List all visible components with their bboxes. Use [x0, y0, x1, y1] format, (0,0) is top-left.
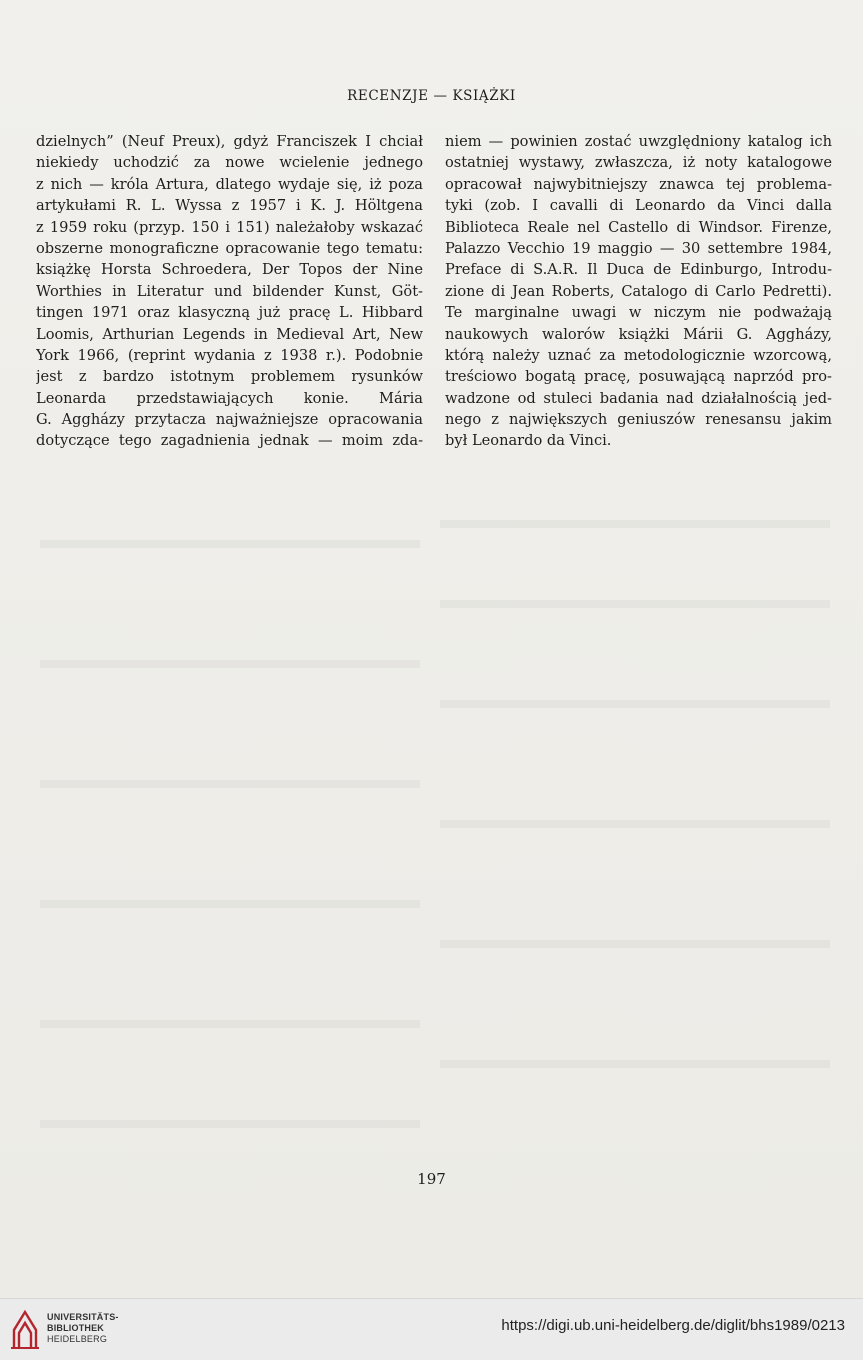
bleed-through-texture: [440, 700, 830, 708]
text-line: z 1959 roku (przyp. 150 i 151) należałoby wskazać: [36, 218, 423, 236]
institution-line: HEIDELBERG: [47, 1334, 108, 1344]
text-line: niekiedy uchodzić za nowe wcielenie jednego: [36, 154, 423, 172]
institution-line: UNIVERSITÄTS-: [47, 1312, 119, 1322]
viewer-footer: [0, 1298, 863, 1360]
text-line: opracował najwybitniejszy znawca tej problema-: [445, 175, 832, 193]
bleed-through-texture: [40, 540, 420, 548]
text-line: jest z bardzo istotnym problemem rysunków: [36, 368, 423, 386]
text-line: zione di Jean Roberts, Catalogo di Carlo Pedretti).: [445, 282, 832, 300]
bleed-through-texture: [40, 780, 420, 788]
bleed-through-texture: [440, 1060, 830, 1068]
bleed-through-texture: [40, 1120, 420, 1128]
text-line: Loomis, Arthurian Legends in Medieval Art, New: [36, 325, 423, 343]
bleed-through-texture: [440, 940, 830, 948]
bleed-through-texture: [40, 660, 420, 668]
text-line: Biblioteca Reale nel Castello di Windsor. Firenze,: [445, 218, 832, 236]
text-line: Palazzo Vecchio 19 maggio — 30 settembre 1984,: [445, 239, 832, 257]
text-line: Te marginalne uwagi w niczym nie podważają: [445, 304, 832, 322]
university-library-logo-icon: [10, 1308, 40, 1350]
text-line: wadzone od stuleci badania nad działalnością jed-: [445, 389, 832, 407]
bleed-through-texture: [440, 520, 830, 528]
text-line: dzielnych” (Neuf Preux), gdyż Franciszek I chciał: [36, 133, 423, 150]
text-line: tingen 1971 oraz klasyczną już pracę L. Hibbard: [36, 304, 423, 322]
text-line: treściowo bogatą pracę, posuwającą naprzód pro-: [445, 368, 832, 386]
text-line: Worthies in Literatur und bildender Kunst, Göt-: [36, 282, 423, 300]
institution-name: [47, 1312, 119, 1345]
text-column-right: [445, 131, 832, 452]
bleed-through-texture: [40, 900, 420, 908]
text-line: z nich — króla Artura, dlatego wydaje się, iż poza: [36, 175, 423, 193]
text-line: ostatniej wystawy, zwłaszcza, iż noty katalogowe: [445, 154, 832, 172]
text-line: nego z największych geniuszów renesansu jakim: [445, 411, 832, 429]
text-line: York 1966, (reprint wydania z 1938 r.). Podobnie: [36, 346, 423, 364]
text-line: G. Aggházy przytacza najważniejsze opracowania: [36, 411, 423, 429]
text-line: obszerne monograficzne opracowanie tego tematu:: [36, 239, 423, 257]
text-line: tyki (zob. I cavalli di Leonardo da Vinci dalla: [445, 197, 832, 215]
text-line: dotyczące tego zagadnienia jednak — moim zda-: [36, 432, 423, 450]
bleed-through-texture: [440, 820, 830, 828]
bleed-through-texture: [440, 600, 830, 608]
running-head: RECENZJE — KSIĄŻKI: [347, 88, 516, 104]
permalink-url[interactable]: https://digi.ub.uni-heidelberg.de/diglit/bhs1989/0213: [501, 1317, 845, 1334]
text-line: którą należy uznać za metodologicznie wzorcową,: [445, 346, 832, 364]
text-line: niem — powinien zostać uwzględniony katalog ich: [445, 133, 832, 150]
text-column-left: [36, 131, 423, 452]
text-line: naukowych walorów książki Márii G. Aggházy,: [445, 325, 832, 343]
text-line: książkę Horsta Schroedera, Der Topos der Nine: [36, 261, 423, 279]
text-line: Preface di S.A.R. Il Duca de Edinburgo, Introdu-: [445, 261, 832, 279]
text-line: był Leonardo da Vinci.: [445, 432, 612, 450]
bleed-through-texture: [40, 1020, 420, 1028]
page-number: 197: [417, 1170, 446, 1188]
text-line: artykułami R. L. Wyssa z 1957 i K. J. Höltgena: [36, 197, 423, 215]
institution-line: BIBLIOTHEK: [47, 1323, 104, 1333]
text-line: Leonarda przedstawiających konie. Mária: [36, 389, 423, 407]
